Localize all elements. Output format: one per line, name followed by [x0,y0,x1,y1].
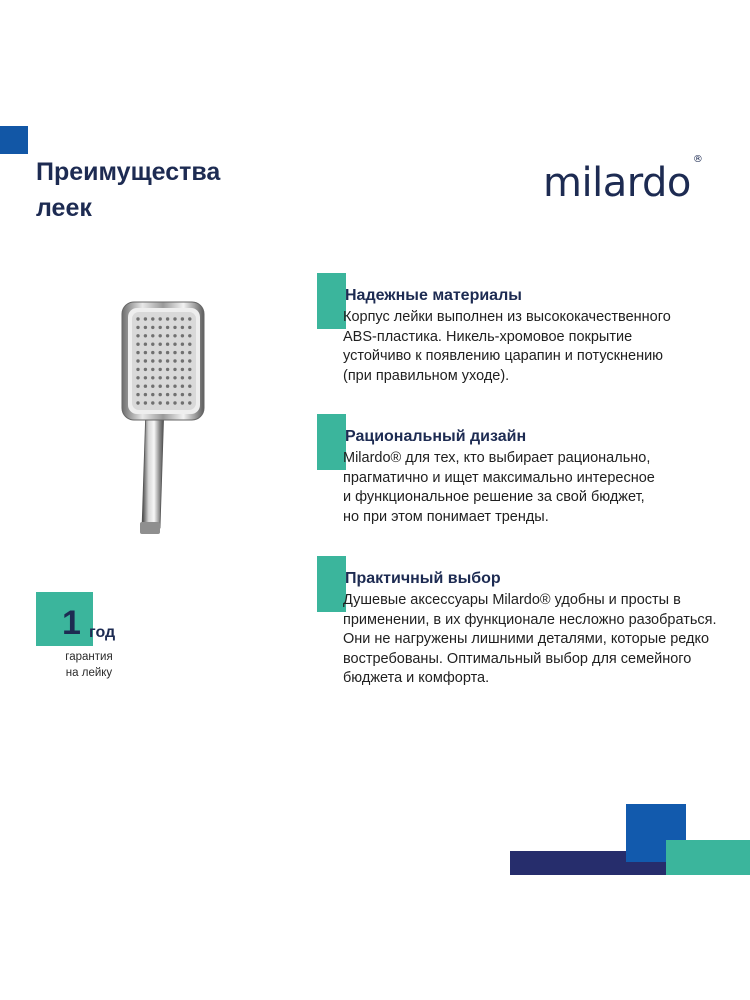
feature-accent-bar [317,414,346,470]
spray-nozzle [136,393,139,396]
spray-nozzle [188,401,191,404]
spray-nozzle [151,401,154,404]
spray-nozzle [151,343,154,346]
decor-teal-bar [666,840,750,875]
spray-nozzle [159,317,162,320]
spray-nozzle [188,334,191,337]
spray-nozzle [136,376,139,379]
spray-nozzle [173,393,176,396]
feature-line: Корпус лейки выполнен из высококачественного [343,309,671,325]
spray-nozzle [136,351,139,354]
spray-nozzle [173,376,176,379]
spray-nozzle [188,368,191,371]
spray-nozzle [188,385,191,388]
feature-description [343,449,750,527]
spray-nozzle [181,359,184,362]
spray-nozzle [159,359,162,362]
feature-line: бюджета и комфорта. [343,670,490,686]
spray-nozzle [136,343,139,346]
spray-nozzle [166,376,169,379]
spray-nozzle [181,376,184,379]
page-title [36,154,220,226]
feature-line: Milardo® для тех, кто выбирает рационально, [343,450,651,466]
brand-logo-text: milardo [543,160,691,206]
spray-nozzle [166,351,169,354]
spray-nozzle [144,376,147,379]
page-title-line-2: леек [36,194,92,222]
spray-nozzle [166,334,169,337]
spray-nozzle [188,326,191,329]
spray-nozzle [159,368,162,371]
spray-nozzle [136,368,139,371]
spray-nozzle [159,401,162,404]
spray-nozzle [173,334,176,337]
spray-nozzle [136,385,139,388]
spray-nozzle [166,401,169,404]
spray-nozzle [159,351,162,354]
spray-nozzle [166,359,169,362]
spray-nozzle [188,343,191,346]
warranty-caption-line-2: на лейку [65,667,113,679]
spray-nozzle [173,359,176,362]
spray-nozzle [166,393,169,396]
feature-line: востребованы. Оптимальный выбор для семейного [343,650,692,667]
spray-nozzle [151,334,154,337]
spray-nozzle [136,359,139,362]
spray-nozzle [173,326,176,329]
feature-title: Практичный выбор [345,570,501,587]
spray-nozzle [188,351,191,354]
spray-nozzle [181,401,184,404]
feature-line: устойчиво к появлению царапин и потускнению [343,348,664,364]
spray-nozzle [136,334,139,337]
spray-nozzle [151,385,154,388]
spray-nozzle [159,385,162,388]
feature-title: Надежные материалы [345,287,522,304]
feature-line: прагматично и ищет максимально интересное [343,469,655,486]
spray-nozzle [188,393,191,396]
feature-line: Душевые аксессуары Milardo® удобны и просты в [343,592,681,608]
spray-nozzle [188,359,191,362]
spray-nozzle [144,343,147,346]
spray-nozzle [151,368,154,371]
spray-nozzle [144,368,147,371]
spray-nozzle [181,351,184,354]
feature-line: Они не нагружены лишними деталями, которые редко [343,631,710,647]
spray-nozzle [181,334,184,337]
spray-nozzle [136,326,139,329]
spray-nozzle [151,359,154,362]
spray-nozzle [173,368,176,371]
spray-nozzle [181,326,184,329]
spray-nozzle [159,334,162,337]
spray-nozzle [181,393,184,396]
feature-title: Рациональный дизайн [345,428,527,445]
hand-shower-image [110,296,210,541]
spray-nozzle [173,343,176,346]
spray-nozzle [159,393,162,396]
feature-line: применении, в их функционале несложно разобраться. [343,611,717,628]
spray-nozzle [136,317,139,320]
spray-nozzle [173,385,176,388]
spray-nozzle [188,376,191,379]
spray-nozzle [144,359,147,362]
spray-nozzle [151,317,154,320]
spray-nozzle [144,351,147,354]
warranty-unit: год [89,624,116,641]
spray-nozzle [159,343,162,346]
feature-line: ABS-пластика. Никель-хромовое покрытие [343,328,633,345]
spray-nozzle [144,393,147,396]
spray-nozzle [181,368,184,371]
spray-nozzle [144,401,147,404]
feature-line: (при правильном уходе). [343,367,510,384]
spray-nozzle [166,343,169,346]
spray-nozzle [181,317,184,320]
spray-nozzle [159,326,162,329]
page-title-line-1: Преимущества [36,158,221,186]
spray-nozzle [173,317,176,320]
corner-accent-square [0,126,28,154]
spray-nozzle [181,343,184,346]
spray-nozzle [151,376,154,379]
warranty-caption [60,649,118,681]
spray-nozzle [181,385,184,388]
spray-nozzle [173,401,176,404]
spray-nozzle [173,351,176,354]
spray-nozzle [188,317,191,320]
spray-nozzle [144,334,147,337]
feature-description [343,308,750,386]
spray-nozzle [144,317,147,320]
brand-logo [543,153,703,206]
spray-nozzle [166,326,169,329]
spray-nozzle [151,351,154,354]
spray-nozzle [151,393,154,396]
warranty-number: 1 [62,604,81,642]
feature-description [343,591,750,689]
spray-nozzle [166,368,169,371]
spray-nozzle [144,385,147,388]
spray-nozzle [159,376,162,379]
feature-line: и функциональное решение за свой бюджет, [343,489,645,505]
spray-nozzle [166,385,169,388]
registered-mark: ® [692,153,703,165]
feature-line: но при этом понимает тренды. [343,508,549,525]
feature-accent-bar [317,273,346,329]
spray-nozzle [136,401,139,404]
spray-nozzle [166,317,169,320]
spray-nozzle [144,326,147,329]
feature-accent-bar [317,556,346,612]
warranty-caption-line-1: гарантия [65,651,113,663]
spray-nozzle [151,326,154,329]
